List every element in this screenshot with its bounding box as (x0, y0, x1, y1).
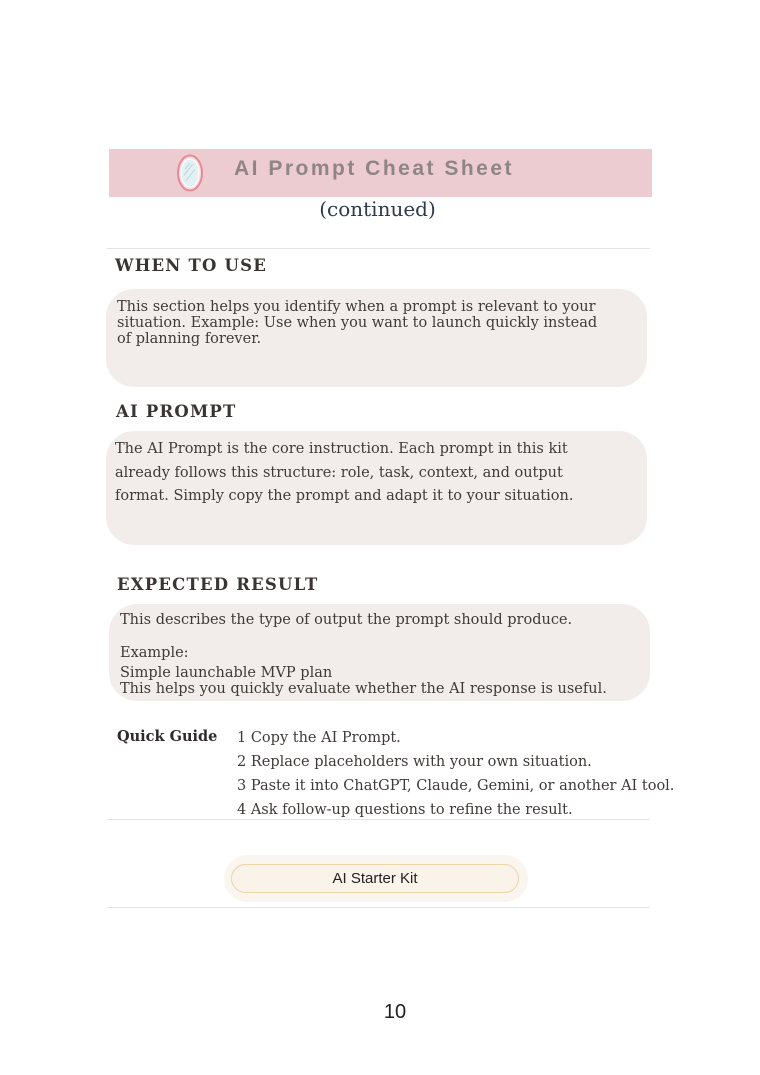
divider (107, 248, 650, 249)
ai-starter-kit-button[interactable]: AI Starter Kit (231, 864, 519, 893)
quick-guide-label: Quick Guide (117, 728, 218, 745)
when-to-use-heading: WHEN TO USE (115, 256, 267, 275)
divider (107, 907, 650, 908)
text-line: This helps you quickly evaluate whether the AI response is useful. (120, 681, 607, 697)
ai-prompt-text (115, 438, 573, 509)
quick-guide-step: 3 Paste it into ChatGPT, Claude, Gemini, or another AI tool. (237, 778, 675, 794)
page-subtitle: (continued) (319, 197, 436, 221)
text-line: format. Simply copy the prompt and adapt it to your situation. (115, 488, 574, 504)
quick-guide-step: 2 Replace placeholders with your own situation. (237, 754, 592, 770)
text-line: The AI Prompt is the core instruction. Each prompt in this kit (115, 441, 568, 457)
text-line: of planning forever. (117, 331, 262, 347)
page-number: 10 (383, 1001, 407, 1023)
example-label: Example: (120, 645, 189, 661)
when-to-use-text (117, 299, 597, 347)
expected-result-example (120, 645, 607, 697)
quick-guide-steps (237, 726, 674, 822)
text-line: This section helps you identify when a prompt is relevant to your (117, 299, 596, 315)
divider (107, 819, 650, 820)
ai-prompt-heading: AI PROMPT (116, 402, 237, 421)
mirror-icon (176, 154, 204, 192)
page-title: AI Prompt Cheat Sheet (234, 157, 515, 180)
quick-guide-step: 4 Ask follow-up questions to refine the result. (237, 802, 573, 818)
expected-result-heading: EXPECTED RESULT (117, 575, 319, 594)
expected-result-line: This describes the type of output the prompt should produce. (120, 612, 573, 628)
text-line: already follows this structure: role, task, context, and output (115, 464, 563, 481)
text-line: situation. Example: Use when you want to launch quickly instead (117, 315, 598, 331)
quick-guide-step: 1 Copy the AI Prompt. (237, 730, 401, 746)
example-value: Simple launchable MVP plan (120, 665, 333, 681)
